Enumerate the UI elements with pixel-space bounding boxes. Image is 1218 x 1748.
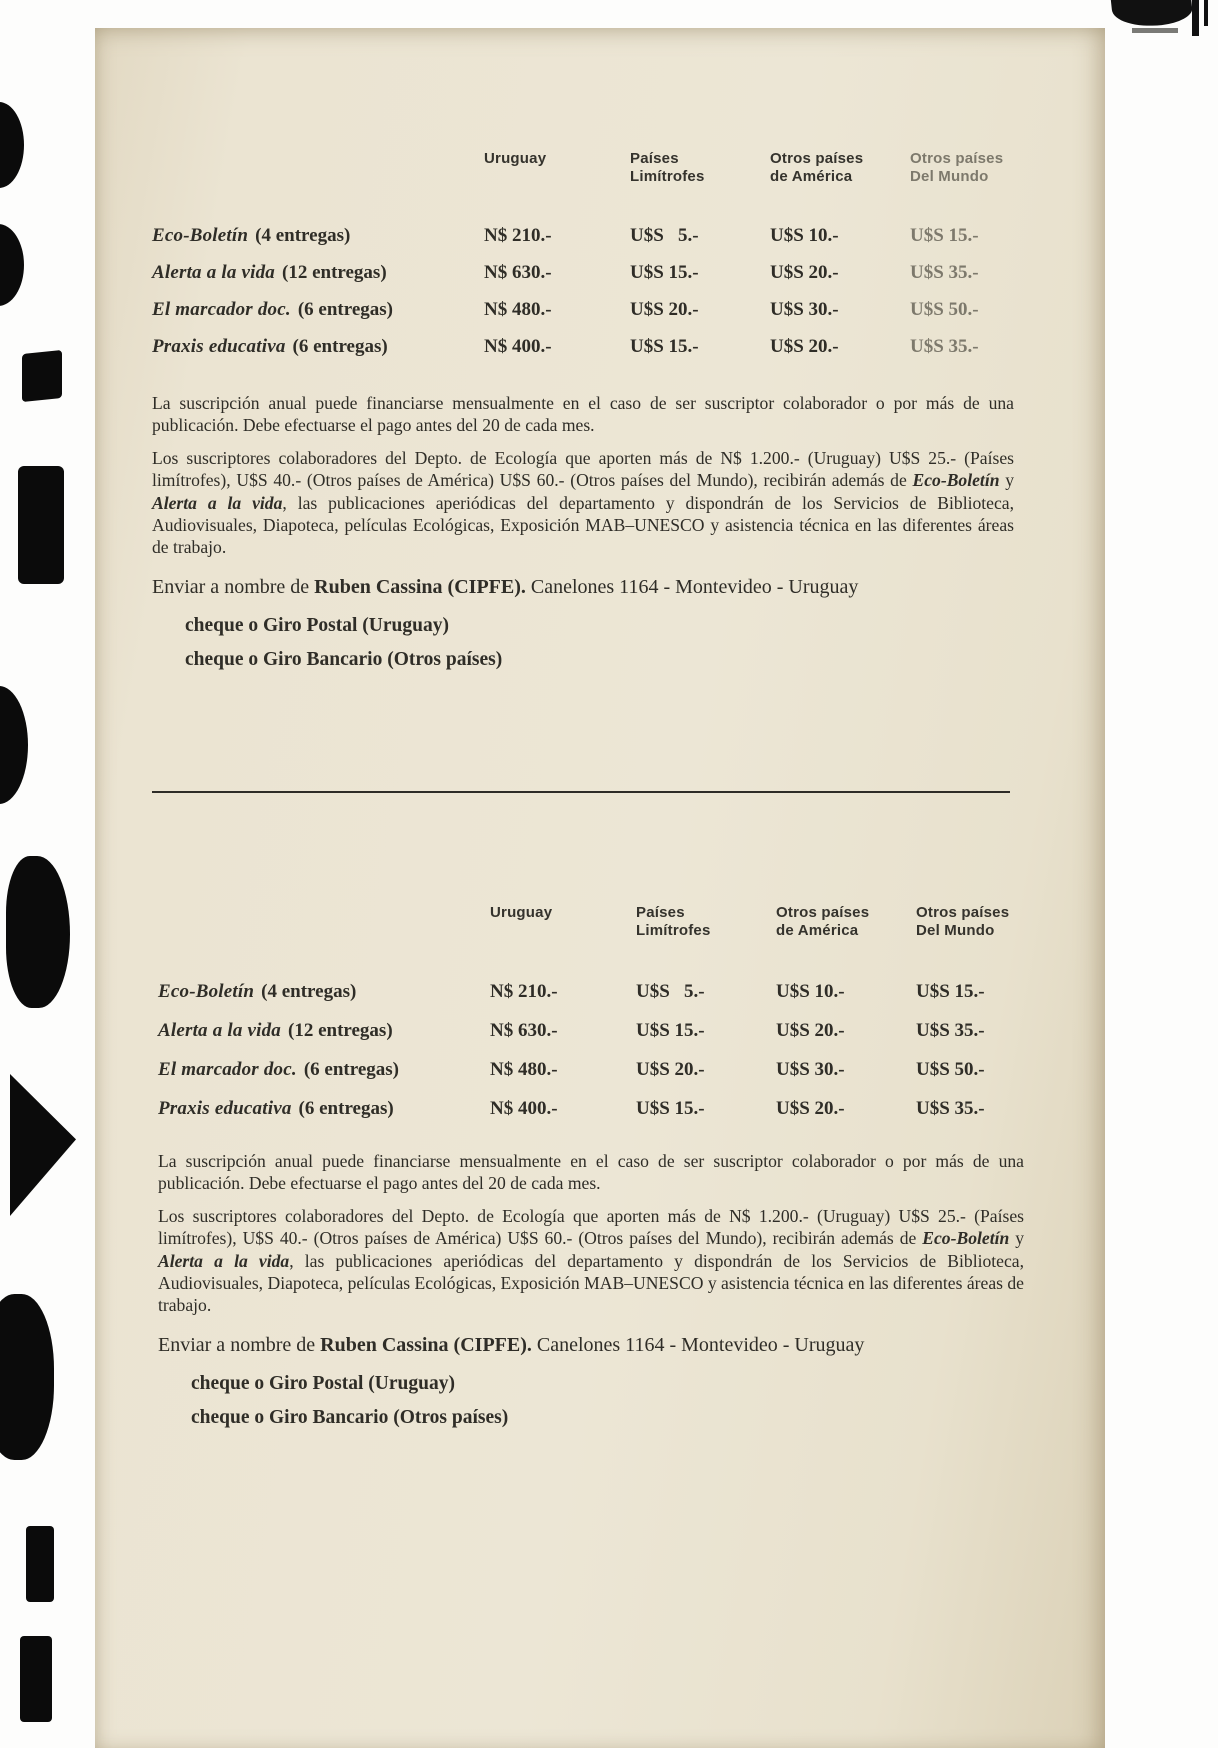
price-cell: U$S 15.- bbox=[636, 1020, 705, 1041]
publication-name: Alerta a la vida (12 entregas) bbox=[158, 1020, 393, 1041]
corner-ink-mark bbox=[1192, 0, 1199, 36]
section-divider bbox=[152, 791, 1010, 793]
price-cell: N$ 480.- bbox=[484, 299, 552, 320]
publication-name: Eco-Boletín (4 entregas) bbox=[158, 981, 357, 1002]
scanned-page bbox=[95, 28, 1105, 1748]
price-cell: N$ 630.- bbox=[490, 1020, 558, 1041]
price-cell: U$S 20.- bbox=[770, 336, 839, 357]
col-header-uruguay: Uruguay bbox=[484, 150, 547, 167]
spine-ink-mark bbox=[20, 1636, 52, 1722]
spine-ink-mark bbox=[0, 102, 24, 188]
subscription-block-2 bbox=[158, 904, 1024, 1435]
price-cell: N$ 210.- bbox=[484, 225, 552, 246]
payment-methods bbox=[158, 1367, 1024, 1435]
price-cell: U$S 30.- bbox=[770, 299, 839, 320]
price-cell: U$S 15.- bbox=[630, 336, 699, 357]
header-spacer bbox=[152, 150, 484, 186]
publication-name-inline: Eco-Boletín bbox=[922, 1228, 1010, 1249]
price-cell: U$S 10.- bbox=[770, 225, 839, 246]
corner-ink-mark bbox=[1204, 0, 1208, 26]
publication-name: Praxis educativa (6 entregas) bbox=[152, 336, 388, 357]
col-header-paises-limitrofes: Países Limítrofes bbox=[630, 150, 705, 185]
publication-name: Eco-Boletín (4 entregas) bbox=[152, 225, 351, 246]
price-cell: U$S 15.- bbox=[636, 1098, 705, 1119]
price-cell: N$ 480.- bbox=[490, 1059, 558, 1080]
publication-name: Alerta a la vida (12 entregas) bbox=[152, 262, 387, 283]
spine-ink-mark bbox=[0, 224, 24, 306]
price-cell: U$S 20.- bbox=[770, 262, 839, 283]
price-cell: U$S 5.- bbox=[630, 225, 699, 246]
corner-ink-mark bbox=[1132, 28, 1178, 33]
publication-name: El marcador doc. (6 entregas) bbox=[152, 299, 393, 320]
spine-ink-mark bbox=[10, 1074, 76, 1216]
publication-name-inline: Eco-Boletín bbox=[912, 470, 1000, 491]
collaborators-paragraph: Los suscriptores colaboradores del Depto. de Ecología que aporten más de N$ 1.200.- (Uruguay) U$S 25.- (Países limítrofes), U$S 40.- (Otros países de América) U$S 60.- (Otros países del Mundo), recibirán además de Eco-Boletín y Alerta a la vida, las publicaciones aperiódicas del departamento y dispondrán de los Servicios de Biblioteca, Audiovisuales, Diapoteca, películas Ecológicas, Exposición MAB–UNESCO y asistencia técnica en las diferentes áreas de trabajo. bbox=[152, 447, 1014, 558]
header-spacer bbox=[158, 904, 490, 940]
price-cell: U$S 20.- bbox=[776, 1020, 845, 1041]
publication-name-inline: Alerta a la vida bbox=[158, 1250, 290, 1271]
price-cell: N$ 400.- bbox=[484, 336, 552, 357]
price-cell: N$ 400.- bbox=[490, 1098, 558, 1119]
spine-ink-mark bbox=[22, 350, 62, 402]
spine-ink-mark bbox=[26, 1526, 54, 1602]
price-cell: U$S 35.- bbox=[910, 336, 979, 357]
price-cell: U$S 5.- bbox=[636, 981, 705, 1002]
recipient-name: Ruben Cassina (CIPFE). bbox=[314, 575, 526, 598]
price-cell: U$S 35.- bbox=[916, 1020, 985, 1041]
spine-ink-mark bbox=[18, 466, 64, 584]
price-cell: U$S 20.- bbox=[636, 1059, 705, 1080]
col-header-paises-limitrofes: Países Limítrofes bbox=[636, 904, 711, 939]
price-cell: U$S 20.- bbox=[630, 299, 699, 320]
collaborators-paragraph: Los suscriptores colaboradores del Depto. de Ecología que aporten más de N$ 1.200.- (Uruguay) U$S 25.- (Países limítrofes), U$S 40.- (Otros países de América) U$S 60.- (Otros países del Mundo), recibirán además de Eco-Boletín y Alerta a la vida, las publicaciones aperiódicas del departamento y dispondrán de los Servicios de Biblioteca, Audiovisuales, Diapoteca, películas Ecológicas, Exposición MAB–UNESCO y asistencia técnica en las diferentes áreas de trabajo. bbox=[158, 1205, 1024, 1316]
send-to-line: Enviar a nombre de Ruben Cassina (CIPFE). Canelones 1164 - Montevideo - Uruguay bbox=[152, 575, 859, 598]
financing-paragraph: La suscripción anual puede financiarse mensualmente en el caso de ser suscriptor colaborador o por más de una publicación. Debe efectuarse el pago antes del 20 de cada mes. bbox=[158, 1151, 1024, 1194]
spine-ink-mark bbox=[6, 856, 70, 1008]
price-cell: U$S 35.- bbox=[910, 262, 979, 283]
payment-line-otros-paises: cheque o Giro Bancario (Otros países) bbox=[191, 1406, 509, 1428]
payment-line-otros-paises: cheque o Giro Bancario (Otros países) bbox=[185, 648, 503, 670]
price-cell: U$S 50.- bbox=[916, 1059, 985, 1080]
price-cell: U$S 50.- bbox=[910, 299, 979, 320]
price-cell: U$S 15.- bbox=[630, 262, 699, 283]
price-cell: U$S 15.- bbox=[916, 981, 985, 1002]
publication-name: Praxis educativa (6 entregas) bbox=[158, 1098, 394, 1119]
financing-paragraph: La suscripción anual puede financiarse mensualmente en el caso de ser suscriptor colaborador o por más de una publicación. Debe efectuarse el pago antes del 20 de cada mes. bbox=[152, 393, 1014, 436]
price-cell: N$ 630.- bbox=[484, 262, 552, 283]
publication-name: El marcador doc. (6 entregas) bbox=[158, 1059, 399, 1080]
publication-name-inline: Alerta a la vida bbox=[152, 492, 283, 513]
spine-ink-mark bbox=[0, 686, 28, 804]
payment-methods bbox=[152, 609, 1014, 677]
corner-ink-mark bbox=[1110, 0, 1193, 30]
price-table-header bbox=[152, 150, 1014, 186]
price-cell: U$S 20.- bbox=[776, 1098, 845, 1119]
payment-line-uruguay: cheque o Giro Postal (Uruguay) bbox=[191, 1372, 455, 1394]
spine-ink-mark bbox=[0, 1294, 54, 1460]
price-cell: U$S 35.- bbox=[916, 1098, 985, 1119]
subscription-block-1 bbox=[152, 150, 1014, 677]
price-cell: U$S 10.- bbox=[776, 981, 845, 1002]
payment-line-uruguay: cheque o Giro Postal (Uruguay) bbox=[185, 614, 449, 636]
price-cell: N$ 210.- bbox=[490, 981, 558, 1002]
price-table-header bbox=[158, 904, 1024, 940]
price-table-body bbox=[158, 980, 1024, 1120]
recipient-name: Ruben Cassina (CIPFE). bbox=[320, 1333, 532, 1356]
send-to-line: Enviar a nombre de Ruben Cassina (CIPFE). Canelones 1164 - Montevideo - Uruguay bbox=[158, 1333, 865, 1356]
price-table-body bbox=[152, 224, 1014, 358]
price-cell: U$S 30.- bbox=[776, 1059, 845, 1080]
col-header-otros-paises-mundo: Otros países Del Mundo bbox=[910, 150, 1004, 185]
col-header-otros-paises-mundo: Otros países Del Mundo bbox=[916, 904, 1010, 939]
col-header-uruguay: Uruguay bbox=[490, 904, 553, 921]
col-header-otros-paises-america: Otros países de América bbox=[770, 150, 864, 185]
price-cell: U$S 15.- bbox=[910, 225, 979, 246]
col-header-otros-paises-america: Otros países de América bbox=[776, 904, 870, 939]
